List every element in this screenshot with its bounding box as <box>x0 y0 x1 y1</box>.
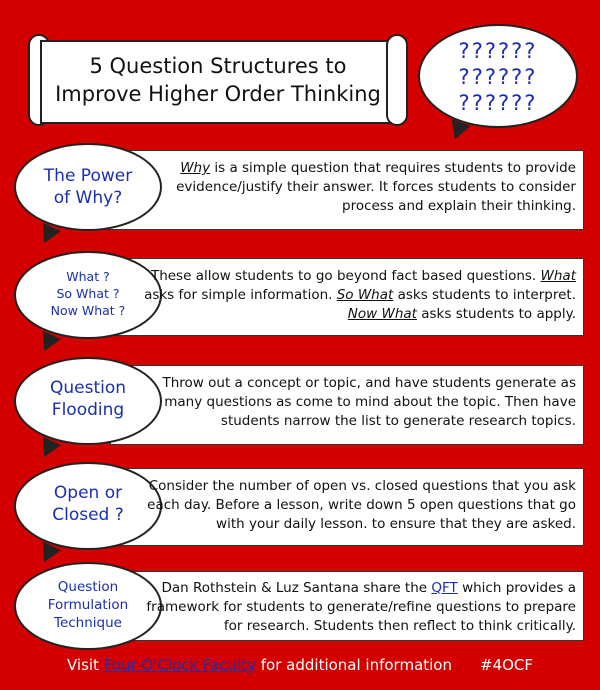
row-3-description: Throw out a concept or topic, and have students generate as many questions as come to mind about the topic. Then have students narrow the list to generate research topics. <box>162 375 576 429</box>
four-oclock-faculty-link[interactable]: Four O'Clock Faculty <box>103 656 256 674</box>
footer-rest: for additional information <box>256 656 452 674</box>
row-1-label: The Power of Why? <box>43 166 133 208</box>
row-2-text-4: asks students to apply. <box>416 306 576 322</box>
row-2-description <box>130 267 576 324</box>
footer-hashtag: #4OCF <box>480 656 534 674</box>
row-5-description <box>130 579 576 636</box>
row-2-label: What ? So What ? Now What ? <box>50 269 126 318</box>
question-marks-text: ?????? ?????? ?????? <box>458 39 538 115</box>
row-1-description <box>130 159 576 216</box>
row-2-what-term: What <box>540 268 576 284</box>
page-title <box>40 52 396 108</box>
row-4-label: Open or Closed ? <box>52 483 124 525</box>
row-2-text-1: These allow students to go beyond fact based questions. <box>150 268 537 284</box>
row-3-label: Question Flooding <box>49 378 127 420</box>
title-line-2: Improve Higher Order Thinking <box>55 82 381 106</box>
row-2-text-2: asks for simple information. <box>144 287 337 303</box>
row-5-label: Question Formulation Technique <box>47 579 129 631</box>
row-1-why-term: Why <box>180 160 211 176</box>
row-5-qft-link[interactable]: QFT <box>431 580 458 596</box>
footer <box>0 656 600 674</box>
row-5-text-2: which provides a framework for students to generate/refine questions to prepare for research. Students then reflect to think critically. <box>146 580 576 634</box>
row-2-so-what-term: So What <box>336 287 394 303</box>
row-1-text: is a simple question that requires students to provide evidence/justify their answer. It forces students to consider process and explain their thinking. <box>176 160 576 214</box>
row-5-text-1: Dan Rothstein & Luz Santana share the <box>161 580 432 596</box>
footer-visit: Visit <box>66 656 104 674</box>
row-4-description: Consider the number of open vs. closed questions that you ask each day. Before a lesson, write down 5 open questions that go with your daily lesson. to ensure that they are asked. <box>147 478 576 532</box>
title-line-1: 5 Question Structures to <box>89 54 347 78</box>
row-2-text-3: asks students to interpret. <box>393 287 576 303</box>
row-2-now-what-term: Now What <box>347 306 417 322</box>
